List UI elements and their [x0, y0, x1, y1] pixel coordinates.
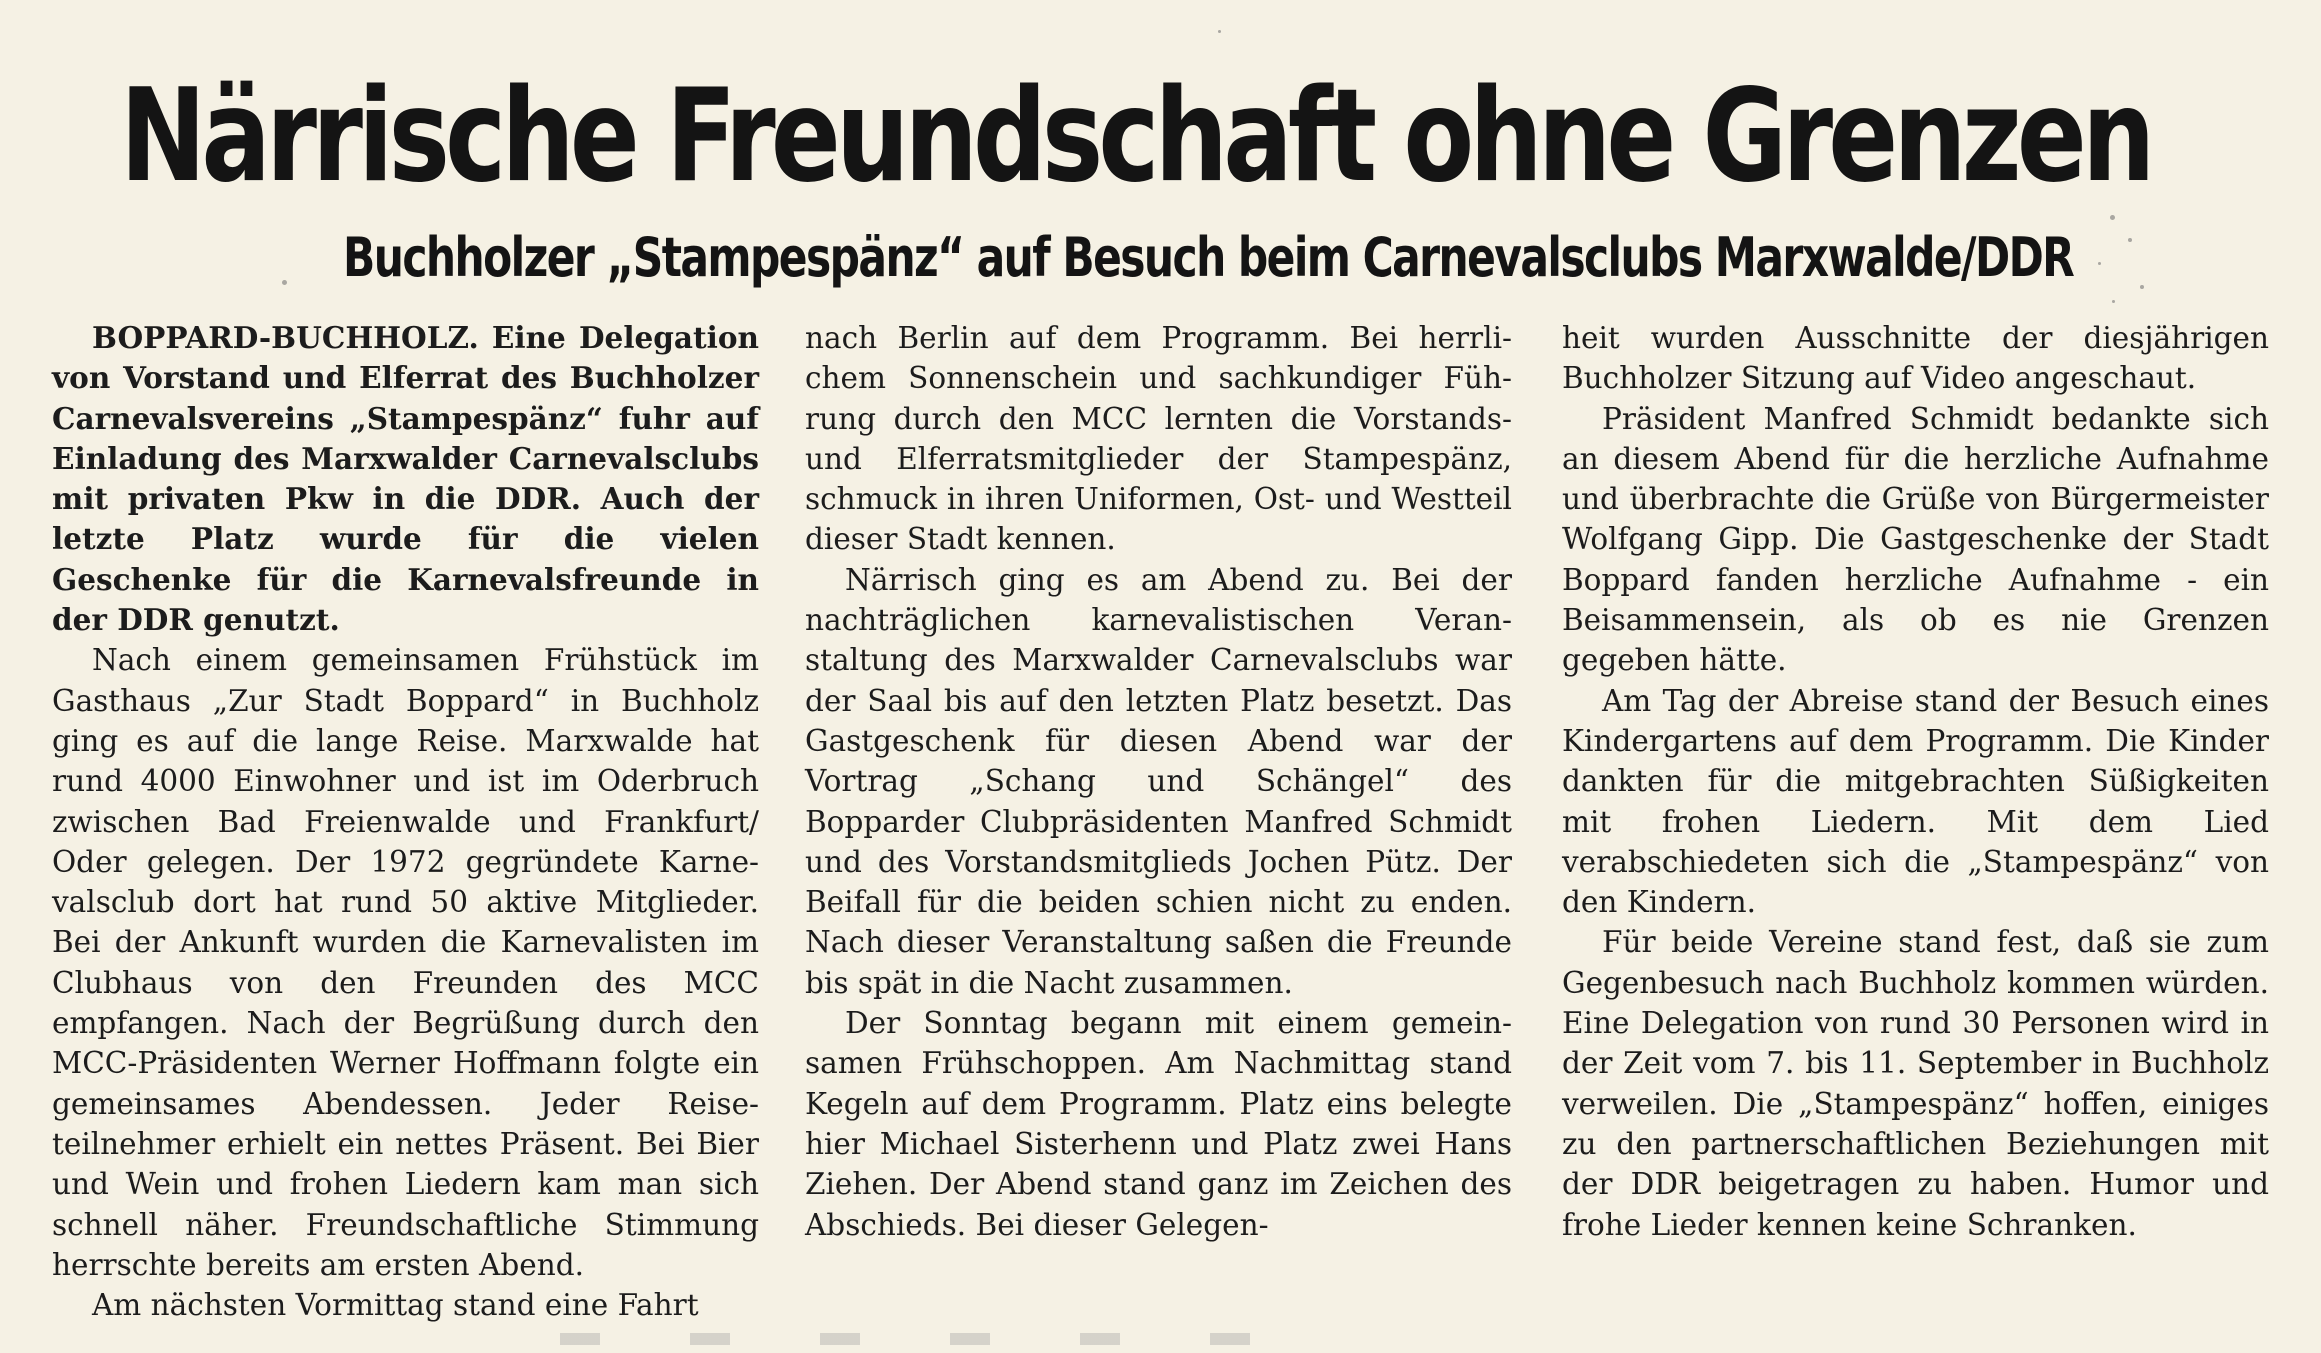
article-paragraph: Präsident Manfred Schmidt bedankte sich an diesem Abend für die herzliche Aufnahme und überbrachte die Grüße von Bürgermeister Wolfgang Gipp. Die Gastgeschenke der Stadt Boppard fanden herzliche Aufnahme - ein Beisammensein, als ob es nie Grenzen gegeben hätte. — [1562, 401, 2269, 678]
article-lead-paragraph: BOPPARD-BUCHHOLZ. Eine Delegation von Vorstand und Elferrat des Buchholzer Carnevalsvereins „Stampespänz“ fuhr auf Einladung des Marxwalder Carnevalsclubs mit privaten Pkw in die DDR. Auch der letzte Platz wurde für die vielen Geschenke für die Karnevalsfreunde in der DDR genutzt. — [52, 320, 759, 638]
article-paragraph: Am nächsten Vormittag stand eine Fahrt — [92, 1288, 699, 1323]
print-speck — [2128, 238, 2132, 242]
article-paragraph: Für beide Vereine stand fest, daß sie zum Gegenbesuch nach Buchholz kommen würden. Eine Delegation von rund 30 Personen wird in der Zeit vom 7. bis 11. September in Buchholz verweilen. Die „Stampespänz“ hoffen, einiges zu den partnerschaftlichen Beziehungen mit der DDR beigetragen zu haben. Humor und frohe Lieder kennen keine Schranken. — [1562, 925, 2269, 1242]
print-speck — [2098, 262, 2101, 265]
article-subheadline: Buchholzer „Stampespänz“ auf Besuch beim Carnevalsclubs Marxwalde/DDR — [343, 226, 2074, 289]
print-speck — [1218, 30, 1221, 33]
article-paragraph: Närrisch ging es am Abend zu. Bei der nachträglichen karnevalistischen Veranstaltung des Marxwalder Carnevalsclubs war der Saal bis auf den letzten Platz besetzt. Das Gastgeschenk für diesen Abend war der Vortrag „Schang und Schängel“ des Bopparder Clubpräsidenten Manfred Schmidt und des Vorstandsmitglieds Jochen Pütz. Der Beifall für die beiden schien nicht zu enden. Nach dieser Veranstaltung saßen die Freunde bis spät in die Nacht zusammen. — [805, 562, 1512, 1000]
article-paragraph: nach Berlin auf dem Programm. Bei herrlichem Sonnenschein und sachkundiger Führung durch den MCC lernten die Vorstands- und Elferratsmitglieder der Stampespänz, schmuck in ihren Uniformen, Ost- und Westteil dieser Stadt kennen. — [805, 321, 1512, 557]
article-column-1 — [52, 318, 759, 1325]
print-speck — [2140, 285, 2144, 289]
print-speck — [282, 280, 287, 285]
article-headline: Närrische Freundschaft ohne Grenzen — [120, 62, 2151, 211]
article-paragraph: Am Tag der Abreise stand der Besuch eines Kindergartens auf dem Programm. Die Kinder dankten für die mitgebrachten Süßigkeiten mit frohen Liedern. Mit dem Lied verabschiedeten sich die „Stampespänz“ von den Kindern. — [1562, 683, 2269, 920]
article-paragraph: heit wurden Ausschnitte der diesjährigen Buchholzer Sitzung auf Video angeschaut. — [1562, 321, 2269, 396]
article-paragraph: Nach einem gemeinsamen Frühstück im Gasthaus „Zur Stadt Boppard“ in Buchholz ging es auf die lange Reise. Marxwalde hat rund 4000 Einwohner und ist im Oderbruch zwischen Bad Freienwalde und Frankfurt/ Oder gelegen. Der 1972 gegründete Karnevalsclub dort hat rund 50 aktive Mitglieder. Bei der Ankunft wurden die Karnevalisten im Clubhaus von den Freunden des MCC empfangen. Nach der Begrüßung durch den MCC-Präsidenten Werner Hoffmann folgte ein gemeinsames Abendessen. Jeder Reiseteilnehmer erhielt ein nettes Präsent. Bei Bier und Wein und frohen Liedern kam man sich schnell näher. Freundschaftliche Stimmung herrschte bereits am ersten Abend. — [52, 643, 759, 1282]
print-speck — [2112, 300, 2115, 303]
article-paragraph: Der Sonntag begann mit einem gemeinsamen Frühschoppen. Am Nachmittag stand Kegeln auf dem Programm. Platz eins belegte hier Michael Sisterhenn und Platz zwei Hans Ziehen. Der Abend stand ganz im Zeichen des Abschieds. Bei dieser Gelegen- — [805, 1006, 1512, 1242]
print-speck — [2110, 215, 2115, 220]
article-column-3 — [1562, 318, 2269, 1245]
article-column-2 — [805, 318, 1512, 1245]
bottom-edge-print-residue — [560, 1333, 1340, 1345]
